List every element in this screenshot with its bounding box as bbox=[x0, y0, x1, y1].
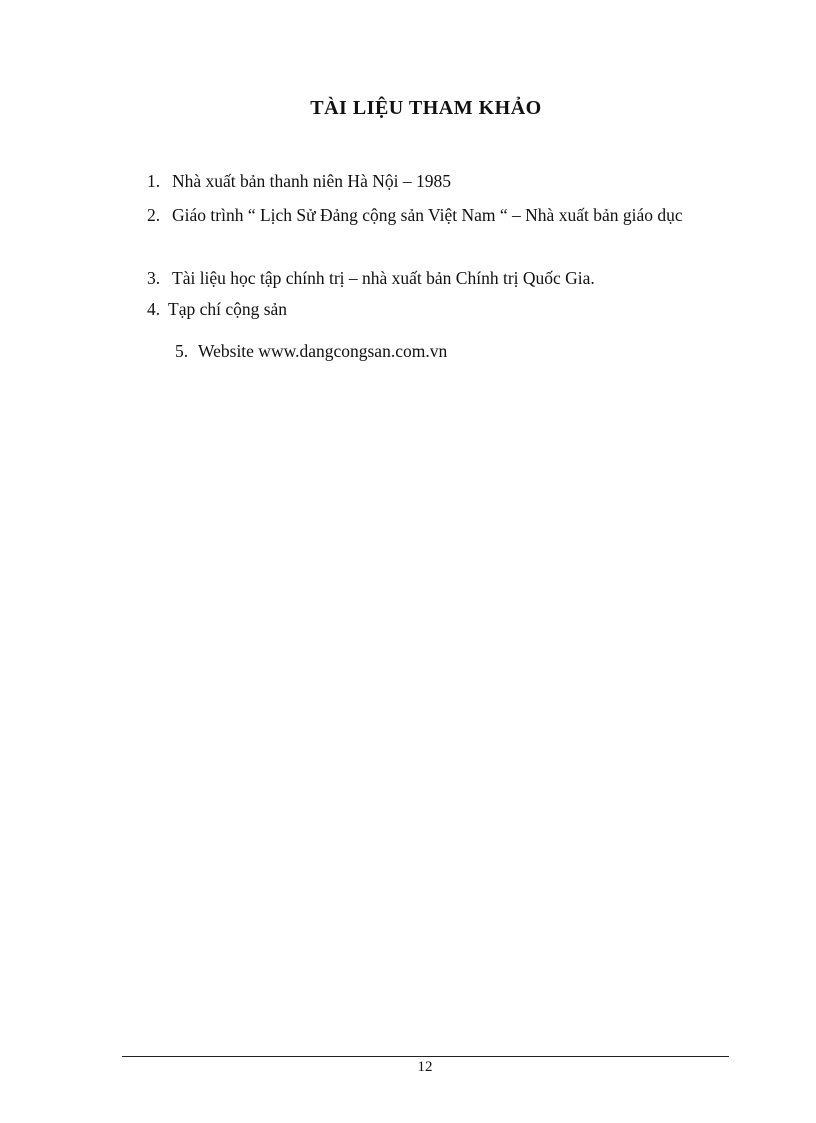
reference-text: Tạp chí cộng sản bbox=[168, 299, 288, 319]
reference-number: 3. bbox=[147, 268, 161, 288]
reference-text: Tài liệu học tập chính trị – nhà xuất bản Chính trị Quốc Gia. bbox=[172, 268, 595, 288]
reference-number: 1. bbox=[147, 171, 161, 191]
reference-item bbox=[147, 200, 727, 231]
footer-divider bbox=[122, 1056, 729, 1057]
reference-item bbox=[147, 166, 451, 196]
reference-text: Nhà xuất bản thanh niên Hà Nội – 1985 bbox=[172, 171, 451, 191]
reference-number: 5. bbox=[175, 341, 189, 361]
reference-number: 4. bbox=[147, 299, 161, 319]
reference-text: Giáo trình “ Lịch Sử Đảng cộng sản Việt Nam “ – Nhà xuất bản giáo dục bbox=[172, 205, 683, 225]
reference-item bbox=[147, 263, 595, 293]
reference-item bbox=[175, 336, 447, 366]
reference-item bbox=[147, 294, 287, 324]
reference-text: Website www.dangcongsan.com.vn bbox=[198, 341, 448, 361]
page-title: TÀI LIỆU THAM KHẢO bbox=[310, 97, 542, 119]
reference-number: 2. bbox=[147, 205, 161, 225]
page-number: 12 bbox=[417, 1059, 433, 1075]
